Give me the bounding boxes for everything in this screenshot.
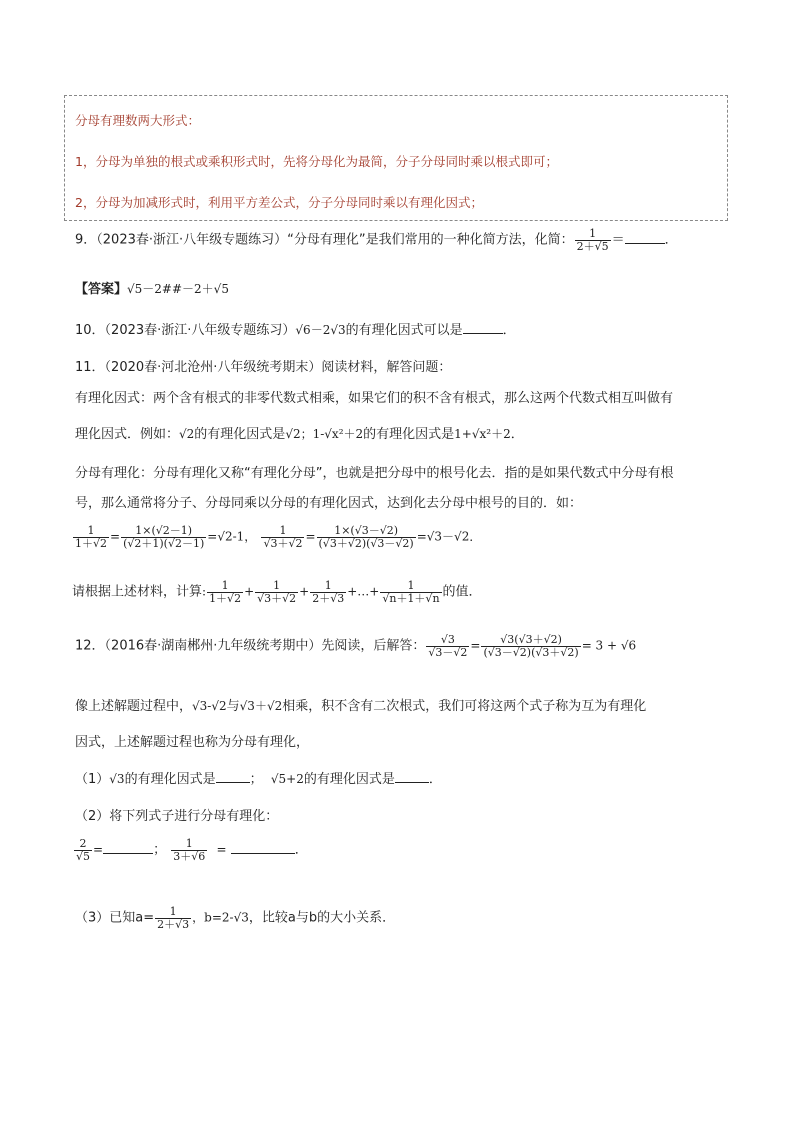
ex1-frac-a <box>73 525 109 549</box>
q12-frac-b <box>481 634 580 658</box>
q11-calc: 请根据上述材料，计算: $\frac{1}{1+√2}$ + $\frac{1}{√3+√2}$ + $\frac{1}{2+√3}$ +…+ $\frac{1}{√n+1+√n}$ 的值． <box>72 579 482 605</box>
ex2-result: =√3－√2． <box>416 529 482 544</box>
q11-examples: $\frac{1}{1+√2}$ = $\frac{1\times(√2-1)}{(√2+1)(√2-1)}$ =√2-1， $\frac{1}{√3+√2}$ = $\frac{1\times(√3-√2)}{(√3+√2)(√3-√2)}$ =√3－√2． <box>75 524 482 550</box>
q11-p1b <box>75 423 524 442</box>
q12-frac-a <box>426 634 469 658</box>
q12-p1-m: 与 <box>226 699 240 714</box>
q12-s2: （2）将下列式子进行分母有理化： <box>75 809 279 824</box>
s3-a-den: 2＋√3 <box>157 917 190 931</box>
q9-answer <box>75 278 229 297</box>
calc-term-3: $\frac{1}{2+√3}$ <box>312 579 345 605</box>
s1-m2: 的有理化因式是 <box>303 772 395 787</box>
calc-term-1: $\frac{1}{1+√2}$ <box>209 579 242 605</box>
q10-blank <box>463 321 503 334</box>
q12-p1-pre: 像上述解题过程中， <box>75 699 193 714</box>
q9-equals: ＝ <box>611 232 625 248</box>
question-10: 10．（2023春·浙江·八年级专题练习）√6－2√3的有理化因式可以是 ． <box>75 323 516 338</box>
q9-num: 1 <box>589 227 597 240</box>
calc-term-2: $\frac{1}{√3+√2}$ <box>257 579 297 605</box>
q12-s2-exprs: $\frac{2}{√5}$ = ； $\frac{1}{3+√6}$ = ． <box>76 837 308 863</box>
q10-suffix: 的有理化因式可以是 <box>345 323 463 338</box>
q12-result: = 3 + √6 <box>581 638 637 653</box>
q11-p1b-m2: 的有理化因式是 <box>363 427 455 442</box>
q12-p1-e2: √3＋√2 <box>239 699 283 713</box>
q9-blank <box>625 231 665 244</box>
q11-p1b-m1: 的有理化因式是 <box>194 427 286 442</box>
s2-frac-2 <box>171 838 207 862</box>
s2-f1-num: 2 <box>79 837 87 850</box>
s1-m1: 的有理化因式是 <box>124 772 216 787</box>
calc-suffix: 的值． <box>442 584 482 600</box>
q12-p1-e1: √3-√2 <box>192 699 227 713</box>
q11-p1b-prefix: 理化因式．例如： <box>75 427 180 442</box>
s1-pre: （1） <box>75 772 110 787</box>
q12-p1 <box>75 695 646 714</box>
s3-pre: （3）已知a= <box>75 910 155 926</box>
s1-blank-1 <box>216 770 250 783</box>
ex2-den: √3＋√2 <box>263 536 303 550</box>
q12-den: √3－√2 <box>428 645 468 659</box>
s1-sep: ； <box>249 772 263 787</box>
q10-prefix: 10．（2023春·浙江·八年级专题练习） <box>75 323 296 338</box>
q11-p1a: 有理化因式：两个含有根式的非零代数式相乘，如果它们的积不含有根式，那么这两个代数式相互叫做有 <box>75 391 674 406</box>
ex2-frac-b <box>317 525 416 549</box>
s1-blank-2 <box>395 770 429 783</box>
q11-p2b: 号，那么通常将分子、分母同乘以分母的有理化因式，达到化去分母中根号的目的．如： <box>75 496 583 511</box>
q12-num2: √3(√3＋√2) <box>500 633 562 646</box>
q11-p2a: 分母有理化：分母有理化又称“有理化分母”，也就是把分母中的根号化去．指的是如果代数式中分母有根 <box>75 466 674 481</box>
q11-title: 11．（2020春·河北沧州·八年级统考期末）阅读材料，解答问题： <box>75 360 452 375</box>
q11-p1b-e2: √2；1-√x²＋2 <box>285 427 364 441</box>
q9-den: 2＋√5 <box>576 239 609 253</box>
tip-title: 分母有理数两大形式： <box>75 113 201 128</box>
calc-prefix: 请根据上述材料，计算 <box>72 584 203 600</box>
ex1-num2: 1×(√2－1) <box>135 524 193 537</box>
ex1-num: 1 <box>87 524 95 537</box>
ex1-frac-b <box>121 525 206 549</box>
ex1-den: 1＋√2 <box>75 536 108 550</box>
ex2-num: 1 <box>279 524 287 537</box>
q12-s1: （1）√3的有理化因式是 ； √5+2的有理化因式是 ． <box>75 772 442 787</box>
q11-p1b-e3: 1+√x²＋2 <box>454 427 511 441</box>
s2-f1-den: √5 <box>76 849 91 863</box>
ex2-frac-a <box>261 525 304 549</box>
s2-blank-1 <box>103 841 153 854</box>
calc-t3-den: 2＋√3 <box>312 591 345 605</box>
question-9: 9．（2023春·浙江·八年级专题练习）“分母有理化”是我们常用的一种化简方法，化简： $\frac{1}{2+√5}$ ＝ ． <box>75 227 678 253</box>
q12-den2: (√3－√2)(√3＋√2) <box>483 645 579 659</box>
q12-s3 <box>75 906 395 930</box>
q11-p1b-e1: √2 <box>179 427 195 441</box>
q11-p1b-end: ． <box>510 427 524 442</box>
calc-t4-den: √n＋1＋√n <box>382 591 440 605</box>
q10-expr: √6－2√3 <box>295 323 346 337</box>
s2-f2-den: 3＋√6 <box>173 849 206 863</box>
ex1-den2: (√2＋1)(√2－1) <box>123 536 205 550</box>
s1-e2: √5+2 <box>270 772 304 786</box>
ex1-result: =√2-1， <box>207 529 257 544</box>
q9-fraction <box>575 228 611 252</box>
s3-b: ，b=2-√3 <box>192 910 249 925</box>
calc-dots: +…+ <box>347 584 380 599</box>
s2-f2-num: 1 <box>185 837 193 850</box>
s2-blank-2 <box>231 841 295 854</box>
s2-frac-1 <box>74 838 92 862</box>
ex2-den2: (√3＋√2)(√3－√2) <box>318 536 414 550</box>
s1-e1: √3 <box>109 772 125 786</box>
s3-a-num: 1 <box>169 905 177 918</box>
q12-title: 12．（2016春·湖南郴州·九年级统考期中）先阅读，后解答： <box>75 638 426 654</box>
q12-p1-post: 相乘，积不含有二次根式，我们可将这两个式子称为互为有理化 <box>282 699 647 714</box>
q9-answer-value: √5－2##－2＋√5 <box>127 282 229 296</box>
calc-t2-den: √3＋√2 <box>257 591 297 605</box>
tip-box <box>64 95 728 221</box>
q12-p2: 因式，上述解题过程也称为分母有理化， <box>75 735 310 750</box>
question-12: 12．（2016春·湖南郴州·九年级统考期中）先阅读，后解答： $\frac{√3}{√3-√2}$ = $\frac{√3(√3+√2)}{(√3-√2)(√3+√2)}$ = 3 + √6 <box>75 633 637 659</box>
q12-num: √3 <box>440 633 455 646</box>
calc-t1-den: 1＋√2 <box>209 591 242 605</box>
tip-item-1: 1，分母为单独的根式或乘积形式时，先将分母化为最简，分子分母同时乘以根式即可； <box>75 154 558 169</box>
tip-item-2: 2，分母为加减形式时，利用平方差公式，分子分母同时乘以有理化因式； <box>75 195 483 210</box>
s3-a-frac <box>155 906 191 930</box>
calc-term-4: $\frac{1}{√n+1+√n}$ <box>382 579 440 605</box>
q9-text: 9．（2023春·浙江·八年级专题练习）“分母有理化”是我们常用的一种化简方法，化简： <box>75 232 574 248</box>
s3-post: ，比较a与b的大小关系． <box>248 910 396 926</box>
ex2-num2: 1×(√3－√2) <box>334 524 399 537</box>
q9-answer-label: 【答案】 <box>75 282 128 297</box>
